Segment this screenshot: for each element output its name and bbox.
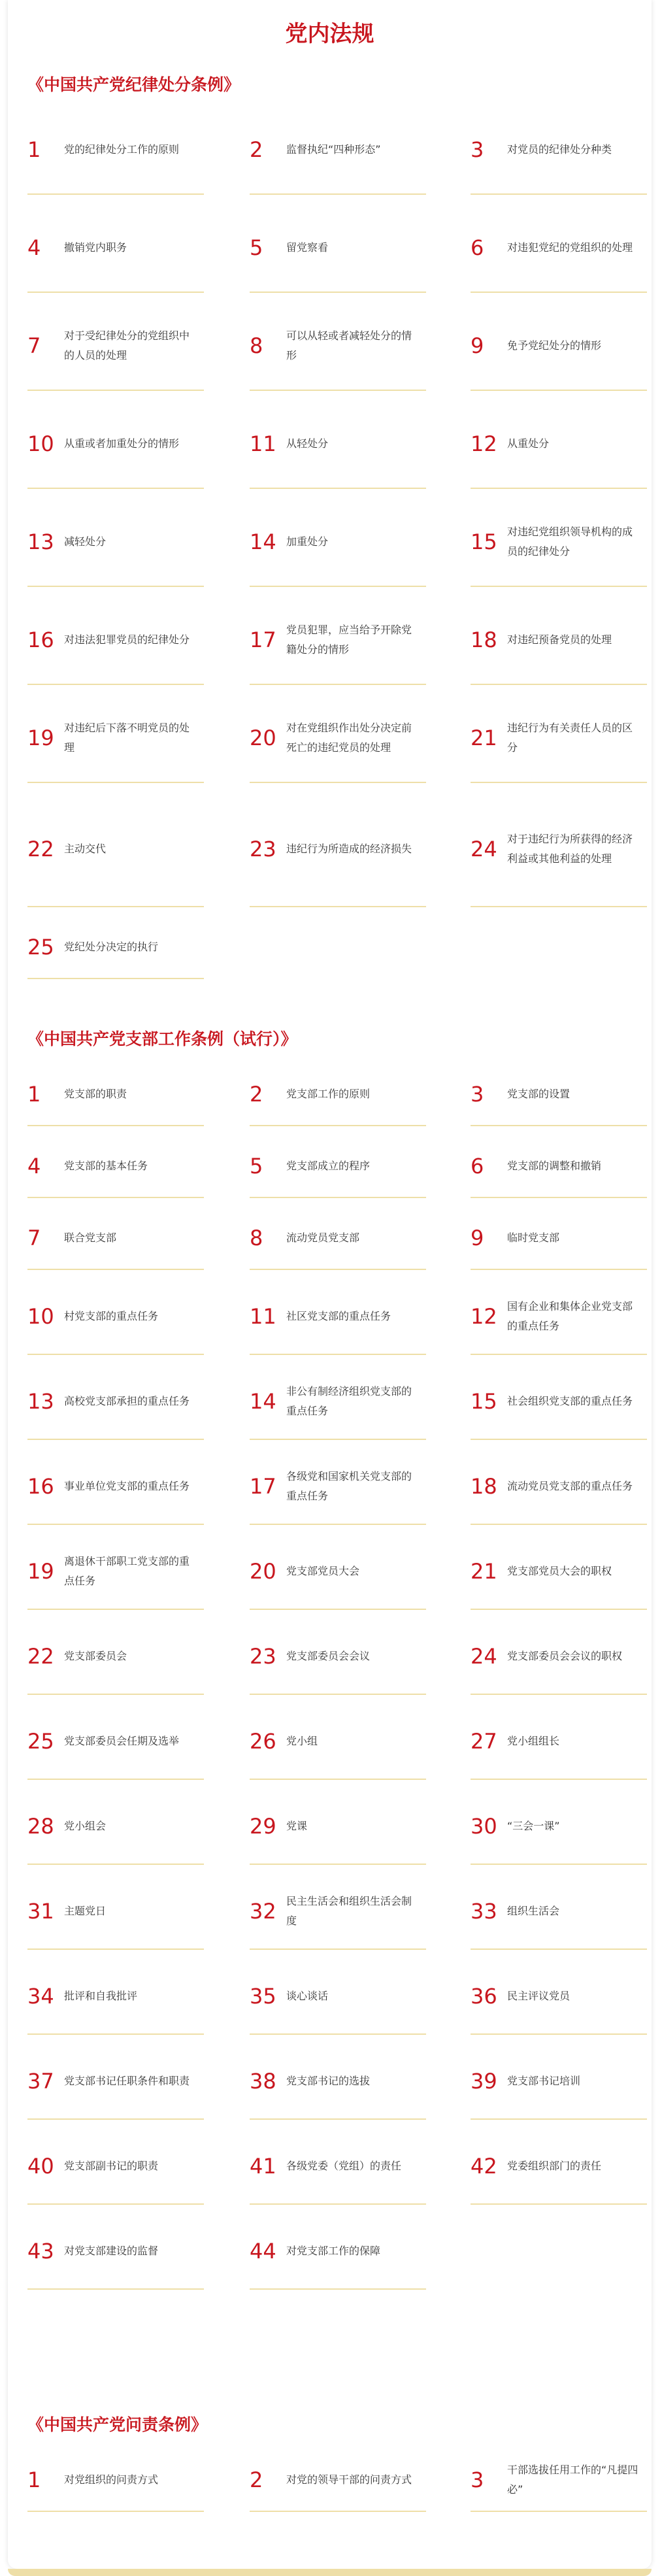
item-divider xyxy=(471,390,647,391)
item-divider xyxy=(250,1125,426,1126)
topic-number: 22 xyxy=(27,1644,54,1669)
topic-item[interactable] xyxy=(471,105,647,195)
topic-number: 17 xyxy=(250,1474,276,1499)
item-divider xyxy=(471,1125,647,1126)
topic-item[interactable] xyxy=(250,1134,426,1198)
item-divider xyxy=(250,1694,426,1695)
topic-number: 18 xyxy=(471,627,497,652)
topic-label: 对违犯党纪的党组织的处理 xyxy=(507,241,633,254)
topic-label: 流动党员党支部的重点任务 xyxy=(507,1480,633,1492)
topic-item[interactable] xyxy=(471,1448,647,1525)
topic-label: 高校党支部承担的重点任务 xyxy=(64,1395,190,1407)
topic-item[interactable] xyxy=(27,1958,204,2035)
topic-number: 28 xyxy=(27,1814,54,1839)
item-divider xyxy=(471,2033,647,2035)
topic-number: 1 xyxy=(27,2467,41,2492)
topic-label: 谈心谈话 xyxy=(286,1990,329,2002)
item-divider xyxy=(27,1779,204,1780)
topic-item[interactable] xyxy=(27,1448,204,1525)
topic-number: 3 xyxy=(471,137,484,162)
topic-number: 3 xyxy=(471,1082,484,1107)
item-divider xyxy=(250,1949,426,1950)
topic-label: 党小组会 xyxy=(64,1820,107,1832)
topic-item[interactable] xyxy=(27,2448,204,2512)
topic-number: 31 xyxy=(27,1899,54,1924)
item-divider xyxy=(250,1197,426,1198)
topic-label: 党支部委员会 xyxy=(64,1650,127,1662)
topic-item[interactable] xyxy=(471,1278,647,1355)
topic-label: 党支部书记的选拔 xyxy=(286,2075,371,2087)
topic-label: 党支部书记任职条件和职责 xyxy=(64,2075,190,2087)
topic-item[interactable] xyxy=(250,595,426,685)
topic-item[interactable] xyxy=(250,1062,426,1126)
topic-item[interactable] xyxy=(250,301,426,391)
item-divider xyxy=(250,2118,426,2120)
topic-number: 15 xyxy=(471,529,497,554)
topic-number: 41 xyxy=(250,2154,276,2179)
topic-number: 1 xyxy=(27,1082,41,1107)
topic-item[interactable] xyxy=(27,497,204,587)
topic-item[interactable] xyxy=(471,595,647,685)
topic-item[interactable] xyxy=(27,1618,204,1695)
item-divider xyxy=(250,2288,426,2290)
topic-number: 11 xyxy=(250,1304,276,1329)
topic-label: 对于受纪律处分的党组织中的人员的处理 xyxy=(64,329,190,361)
topic-label: 国有企业和集体企业党支部的重点任务 xyxy=(507,1300,633,1332)
item-divider xyxy=(27,1524,204,1525)
topic-label: 党支部委员会会议 xyxy=(286,1650,371,1662)
item-divider xyxy=(250,193,426,195)
topic-label: 联合党支部 xyxy=(64,1231,117,1244)
item-divider xyxy=(27,1864,204,1865)
topic-label: 主题党日 xyxy=(64,1905,107,1917)
topic-item[interactable] xyxy=(471,1788,647,1865)
page-title: 党内法规 xyxy=(285,21,374,47)
item-divider xyxy=(471,1779,647,1780)
topic-number: 37 xyxy=(27,2069,54,2094)
topic-number: 25 xyxy=(27,935,54,960)
topic-label: 民主评议党员 xyxy=(507,1990,571,2002)
topic-number: 20 xyxy=(250,726,276,750)
topic-item[interactable] xyxy=(471,2043,647,2120)
item-divider xyxy=(250,2203,426,2205)
topic-number: 32 xyxy=(250,1899,276,1924)
topic-label: 党支部党员大会的职权 xyxy=(507,1565,612,1577)
topic-item[interactable] xyxy=(471,1134,647,1198)
topic-number: 5 xyxy=(250,1154,263,1179)
topic-item[interactable] xyxy=(471,1958,647,2035)
item-divider xyxy=(471,1524,647,1525)
topic-number: 9 xyxy=(471,1226,484,1250)
topic-item[interactable] xyxy=(471,1703,647,1780)
topic-item[interactable] xyxy=(27,2213,204,2290)
topic-label: 党委组织部门的责任 xyxy=(507,2160,602,2172)
topic-item[interactable] xyxy=(471,1363,647,1440)
topic-label: 从轻处分 xyxy=(286,437,329,450)
topic-item[interactable] xyxy=(250,1363,426,1440)
topic-item[interactable] xyxy=(27,1062,204,1126)
topic-number: 13 xyxy=(27,529,54,554)
item-divider xyxy=(471,1864,647,1865)
item-divider xyxy=(27,1125,204,1126)
topic-label: 对党组织的问责方式 xyxy=(64,2473,159,2486)
topic-number: 6 xyxy=(471,1154,484,1179)
topic-number: 10 xyxy=(27,1304,54,1329)
item-divider xyxy=(471,684,647,685)
topic-label: 监督执纪“四种形态” xyxy=(286,143,381,156)
item-divider xyxy=(27,586,204,587)
topic-number: 38 xyxy=(250,2069,276,2094)
topic-item[interactable] xyxy=(471,1533,647,1610)
topic-number: 39 xyxy=(471,2069,497,2094)
topic-number: 44 xyxy=(250,2239,276,2264)
topic-item[interactable] xyxy=(250,1958,426,2035)
topic-item[interactable] xyxy=(27,915,204,979)
topic-number: 22 xyxy=(27,837,54,861)
item-divider xyxy=(471,1949,647,1950)
topic-label: 对违纪党组织领导机构的成员的纪律处分 xyxy=(507,526,633,558)
topic-item[interactable] xyxy=(471,1873,647,1950)
topic-item[interactable] xyxy=(27,1788,204,1865)
topic-number: 2 xyxy=(250,2467,263,2492)
topic-item[interactable] xyxy=(471,203,647,293)
topic-label: 党支部的调整和撤销 xyxy=(507,1160,602,1172)
topic-item[interactable] xyxy=(27,301,204,391)
topic-label: 事业单位党支部的重点任务 xyxy=(64,1480,190,1492)
topic-number: 9 xyxy=(471,333,484,358)
item-divider xyxy=(250,390,426,391)
topic-item[interactable] xyxy=(250,1703,426,1780)
topic-item[interactable] xyxy=(27,2043,204,2120)
topic-number: 27 xyxy=(471,1729,497,1754)
bottom-border xyxy=(8,2569,652,2576)
item-divider xyxy=(471,292,647,293)
topic-item[interactable] xyxy=(27,1278,204,1355)
topic-number: 30 xyxy=(471,1814,497,1839)
topic-label: 对违纪后下落不明党员的处理 xyxy=(64,722,190,754)
topic-label: 党员犯罪，应当给予开除党籍处分的情形 xyxy=(286,624,412,656)
topic-label: 减轻处分 xyxy=(64,535,107,548)
item-divider xyxy=(27,193,204,195)
topic-item[interactable] xyxy=(27,1363,204,1440)
topic-label: 党的纪律处分工作的原则 xyxy=(64,143,180,156)
topic-number: 19 xyxy=(27,726,54,750)
topic-label: 村党支部的重点任务 xyxy=(64,1310,159,1322)
item-divider xyxy=(250,586,426,587)
item-divider xyxy=(27,978,204,979)
item-divider xyxy=(250,488,426,489)
topic-item[interactable] xyxy=(27,595,204,685)
topic-item[interactable] xyxy=(250,1618,426,1695)
topic-item[interactable] xyxy=(27,1873,204,1950)
item-divider xyxy=(471,1354,647,1355)
topic-label: 党支部副书记的职责 xyxy=(64,2160,159,2172)
topic-number: 3 xyxy=(471,2467,484,2492)
topic-label: 批评和自我批评 xyxy=(64,1990,138,2002)
topic-label: 党支部书记培训 xyxy=(507,2075,581,2087)
item-divider xyxy=(27,2511,204,2512)
topic-label: 干部选拔任用工作的“凡提四必” xyxy=(507,2464,638,2496)
item-divider xyxy=(27,906,204,907)
topic-label: 对党的领导干部的问责方式 xyxy=(286,2473,412,2486)
topic-number: 6 xyxy=(471,235,484,260)
item-divider xyxy=(27,1949,204,1950)
section-heading: 《中国共产党问责条例》 xyxy=(27,2415,208,2434)
topic-label: 党支部的基本任务 xyxy=(64,1160,148,1172)
topic-item[interactable] xyxy=(27,2128,204,2205)
topic-number: 16 xyxy=(27,627,54,652)
topic-item[interactable] xyxy=(250,1206,426,1270)
topic-number: 42 xyxy=(471,2154,497,2179)
topic-number: 20 xyxy=(250,1559,276,1584)
item-divider xyxy=(250,2511,426,2512)
topic-item[interactable] xyxy=(27,399,204,489)
item-divider xyxy=(250,782,426,783)
topic-label: 组织生活会 xyxy=(507,1905,560,1917)
item-divider xyxy=(471,586,647,587)
topic-label: 违纪行为有关责任人员的区分 xyxy=(507,722,633,754)
topic-label: 离退休干部职工党支部的重点任务 xyxy=(64,1555,190,1587)
topic-item[interactable] xyxy=(471,2448,647,2512)
topic-number: 7 xyxy=(27,1226,41,1250)
item-divider xyxy=(27,1609,204,1610)
item-divider xyxy=(250,1269,426,1270)
topic-item[interactable] xyxy=(27,1533,204,1610)
item-divider xyxy=(27,1439,204,1440)
item-divider xyxy=(471,2511,647,2512)
topic-label: 党纪处分决定的执行 xyxy=(64,941,159,953)
topic-label: 党支部委员会会议的职权 xyxy=(507,1650,623,1662)
topic-label: 社会组织党支部的重点任务 xyxy=(507,1395,633,1407)
topic-label: 党支部工作的原则 xyxy=(286,1088,371,1100)
topic-item[interactable] xyxy=(250,2043,426,2120)
topic-item[interactable] xyxy=(27,1206,204,1270)
topic-label: 对党支部建设的监督 xyxy=(64,2245,159,2257)
topic-item[interactable] xyxy=(27,105,204,195)
section-heading: 《中国共产党纪律处分条例》 xyxy=(27,75,240,94)
item-divider xyxy=(27,292,204,293)
topic-number: 24 xyxy=(471,1644,497,1669)
topic-item[interactable] xyxy=(250,1533,426,1610)
topic-item[interactable] xyxy=(250,1788,426,1865)
item-divider xyxy=(471,1694,647,1695)
topic-number: 25 xyxy=(27,1729,54,1754)
item-divider xyxy=(250,1779,426,1780)
topic-label: 非公有制经济组织党支部的重点任务 xyxy=(286,1385,412,1417)
topic-label: 主动交代 xyxy=(64,843,107,855)
topic-item[interactable] xyxy=(250,1448,426,1525)
topic-number: 14 xyxy=(250,529,276,554)
topic-label: 留党察看 xyxy=(286,241,329,254)
topic-number: 8 xyxy=(250,333,263,358)
topic-item[interactable] xyxy=(471,399,647,489)
item-divider xyxy=(27,1694,204,1695)
item-divider xyxy=(27,1269,204,1270)
topic-label: 临时党支部 xyxy=(507,1231,560,1244)
topic-item[interactable] xyxy=(250,1873,426,1950)
topic-number: 5 xyxy=(250,235,263,260)
topic-number: 15 xyxy=(471,1389,497,1414)
item-divider xyxy=(250,1354,426,1355)
topic-item[interactable] xyxy=(250,1278,426,1355)
item-divider xyxy=(250,1524,426,1525)
topic-item[interactable] xyxy=(27,1703,204,1780)
item-divider xyxy=(27,2118,204,2120)
topic-item[interactable] xyxy=(471,693,647,783)
topic-item[interactable] xyxy=(27,791,204,907)
topic-number: 21 xyxy=(471,1559,497,1584)
topic-number: 13 xyxy=(27,1389,54,1414)
section-heading: 《中国共产党支部工作条例（试行）》 xyxy=(27,1029,297,1048)
topic-label: 对于违纪行为所获得的经济利益或其他利益的处理 xyxy=(507,833,633,865)
topic-number: 33 xyxy=(471,1899,497,1924)
topic-label: 社区党支部的重点任务 xyxy=(286,1310,391,1322)
topic-item[interactable] xyxy=(250,399,426,489)
topic-number: 8 xyxy=(250,1226,263,1250)
topic-label: 流动党员党支部 xyxy=(286,1231,360,1244)
topic-item[interactable] xyxy=(250,203,426,293)
topic-item[interactable] xyxy=(250,2448,426,2512)
topic-number: 19 xyxy=(27,1559,54,1584)
topic-label: 对党支部工作的保障 xyxy=(286,2245,381,2257)
topic-label: “三会一课” xyxy=(507,1820,560,1832)
topic-item[interactable] xyxy=(471,1618,647,1695)
topic-item[interactable] xyxy=(471,2128,647,2205)
item-divider xyxy=(471,193,647,195)
topic-item[interactable] xyxy=(471,497,647,587)
topic-label: 各级党委（党组）的责任 xyxy=(286,2160,402,2172)
topic-label: 党支部委员会任期及选举 xyxy=(64,1735,180,1747)
topic-label: 对在党组织作出处分决定前死亡的违纪党员的处理 xyxy=(286,722,412,754)
topic-number: 14 xyxy=(250,1389,276,1414)
topic-item[interactable] xyxy=(250,2213,426,2290)
topic-number: 1 xyxy=(27,137,41,162)
item-divider xyxy=(27,782,204,783)
topic-number: 34 xyxy=(27,1984,54,2009)
topic-number: 10 xyxy=(27,431,54,456)
item-divider xyxy=(471,1269,647,1270)
topic-number: 17 xyxy=(250,627,276,652)
topic-label: 党支部成立的程序 xyxy=(286,1160,371,1172)
topic-item[interactable] xyxy=(471,791,647,907)
topic-label: 从重处分 xyxy=(507,437,550,450)
topic-item[interactable] xyxy=(471,1206,647,1270)
topic-number: 23 xyxy=(250,837,276,861)
topic-item[interactable] xyxy=(250,105,426,195)
topic-label: 民主生活会和组织生活会制度 xyxy=(286,1895,412,1927)
item-divider xyxy=(250,906,426,907)
topic-number: 26 xyxy=(250,1729,276,1754)
topic-item[interactable] xyxy=(471,1062,647,1126)
item-divider xyxy=(27,390,204,391)
item-divider xyxy=(27,1354,204,1355)
item-divider xyxy=(250,1439,426,1440)
item-divider xyxy=(471,2118,647,2120)
item-divider xyxy=(27,684,204,685)
topic-number: 23 xyxy=(250,1644,276,1669)
topic-label: 党课 xyxy=(286,1820,308,1832)
topic-item[interactable] xyxy=(471,301,647,391)
topic-item[interactable] xyxy=(250,497,426,587)
topic-number: 16 xyxy=(27,1474,54,1499)
topic-number: 18 xyxy=(471,1474,497,1499)
item-divider xyxy=(471,906,647,907)
topic-item[interactable] xyxy=(27,203,204,293)
topic-number: 2 xyxy=(250,137,263,162)
topic-label: 各级党和国家机关党支部的重点任务 xyxy=(286,1470,412,1502)
topic-label: 从重或者加重处分的情形 xyxy=(64,437,180,450)
topic-label: 撤销党内职务 xyxy=(64,241,127,254)
topic-number: 12 xyxy=(471,431,497,456)
topic-number: 12 xyxy=(471,1304,497,1329)
topic-label: 党支部的设置 xyxy=(507,1088,571,1100)
item-divider xyxy=(250,684,426,685)
topic-label: 对党员的纪律处分种类 xyxy=(507,143,612,156)
topic-label: 党支部党员大会 xyxy=(286,1565,360,1577)
item-divider xyxy=(27,488,204,489)
topic-label: 党小组组长 xyxy=(507,1735,560,1747)
topic-item[interactable] xyxy=(27,1134,204,1198)
item-divider xyxy=(250,2033,426,2035)
topic-item[interactable] xyxy=(250,2128,426,2205)
topic-label: 对违法犯罪党员的纪律处分 xyxy=(64,633,190,646)
topic-number: 11 xyxy=(250,431,276,456)
item-divider xyxy=(250,1609,426,1610)
topic-number: 40 xyxy=(27,2154,54,2179)
topic-number: 2 xyxy=(250,1082,263,1107)
topic-label: 免予党纪处分的情形 xyxy=(507,339,602,352)
item-divider xyxy=(27,2288,204,2290)
topic-number: 36 xyxy=(471,1984,497,2009)
item-divider xyxy=(471,1439,647,1440)
topic-number: 4 xyxy=(27,1154,41,1179)
topic-label: 可以从轻或者减轻处分的情形 xyxy=(286,329,412,361)
item-divider xyxy=(250,292,426,293)
page-card xyxy=(8,0,652,2569)
topic-number: 29 xyxy=(250,1814,276,1839)
item-divider xyxy=(27,2033,204,2035)
topic-number: 4 xyxy=(27,235,41,260)
item-divider xyxy=(471,1197,647,1198)
topic-number: 24 xyxy=(471,837,497,861)
item-divider xyxy=(27,2203,204,2205)
topic-label: 对违纪预备党员的处理 xyxy=(507,633,612,646)
topic-label: 党小组 xyxy=(286,1735,318,1747)
topic-label: 违纪行为所造成的经济损失 xyxy=(286,843,412,855)
topic-number: 35 xyxy=(250,1984,276,2009)
topic-item[interactable] xyxy=(250,693,426,783)
item-divider xyxy=(471,782,647,783)
item-divider xyxy=(250,1864,426,1865)
topic-label: 党支部的职责 xyxy=(64,1088,127,1100)
topic-number: 21 xyxy=(471,726,497,750)
topic-number: 7 xyxy=(27,333,41,358)
topic-label: 加重处分 xyxy=(286,535,329,548)
item-divider xyxy=(27,1197,204,1198)
item-divider xyxy=(471,488,647,489)
topic-item[interactable] xyxy=(250,791,426,907)
topic-number: 43 xyxy=(27,2239,54,2264)
item-divider xyxy=(471,2203,647,2205)
item-divider xyxy=(471,1609,647,1610)
topic-item[interactable] xyxy=(27,693,204,783)
